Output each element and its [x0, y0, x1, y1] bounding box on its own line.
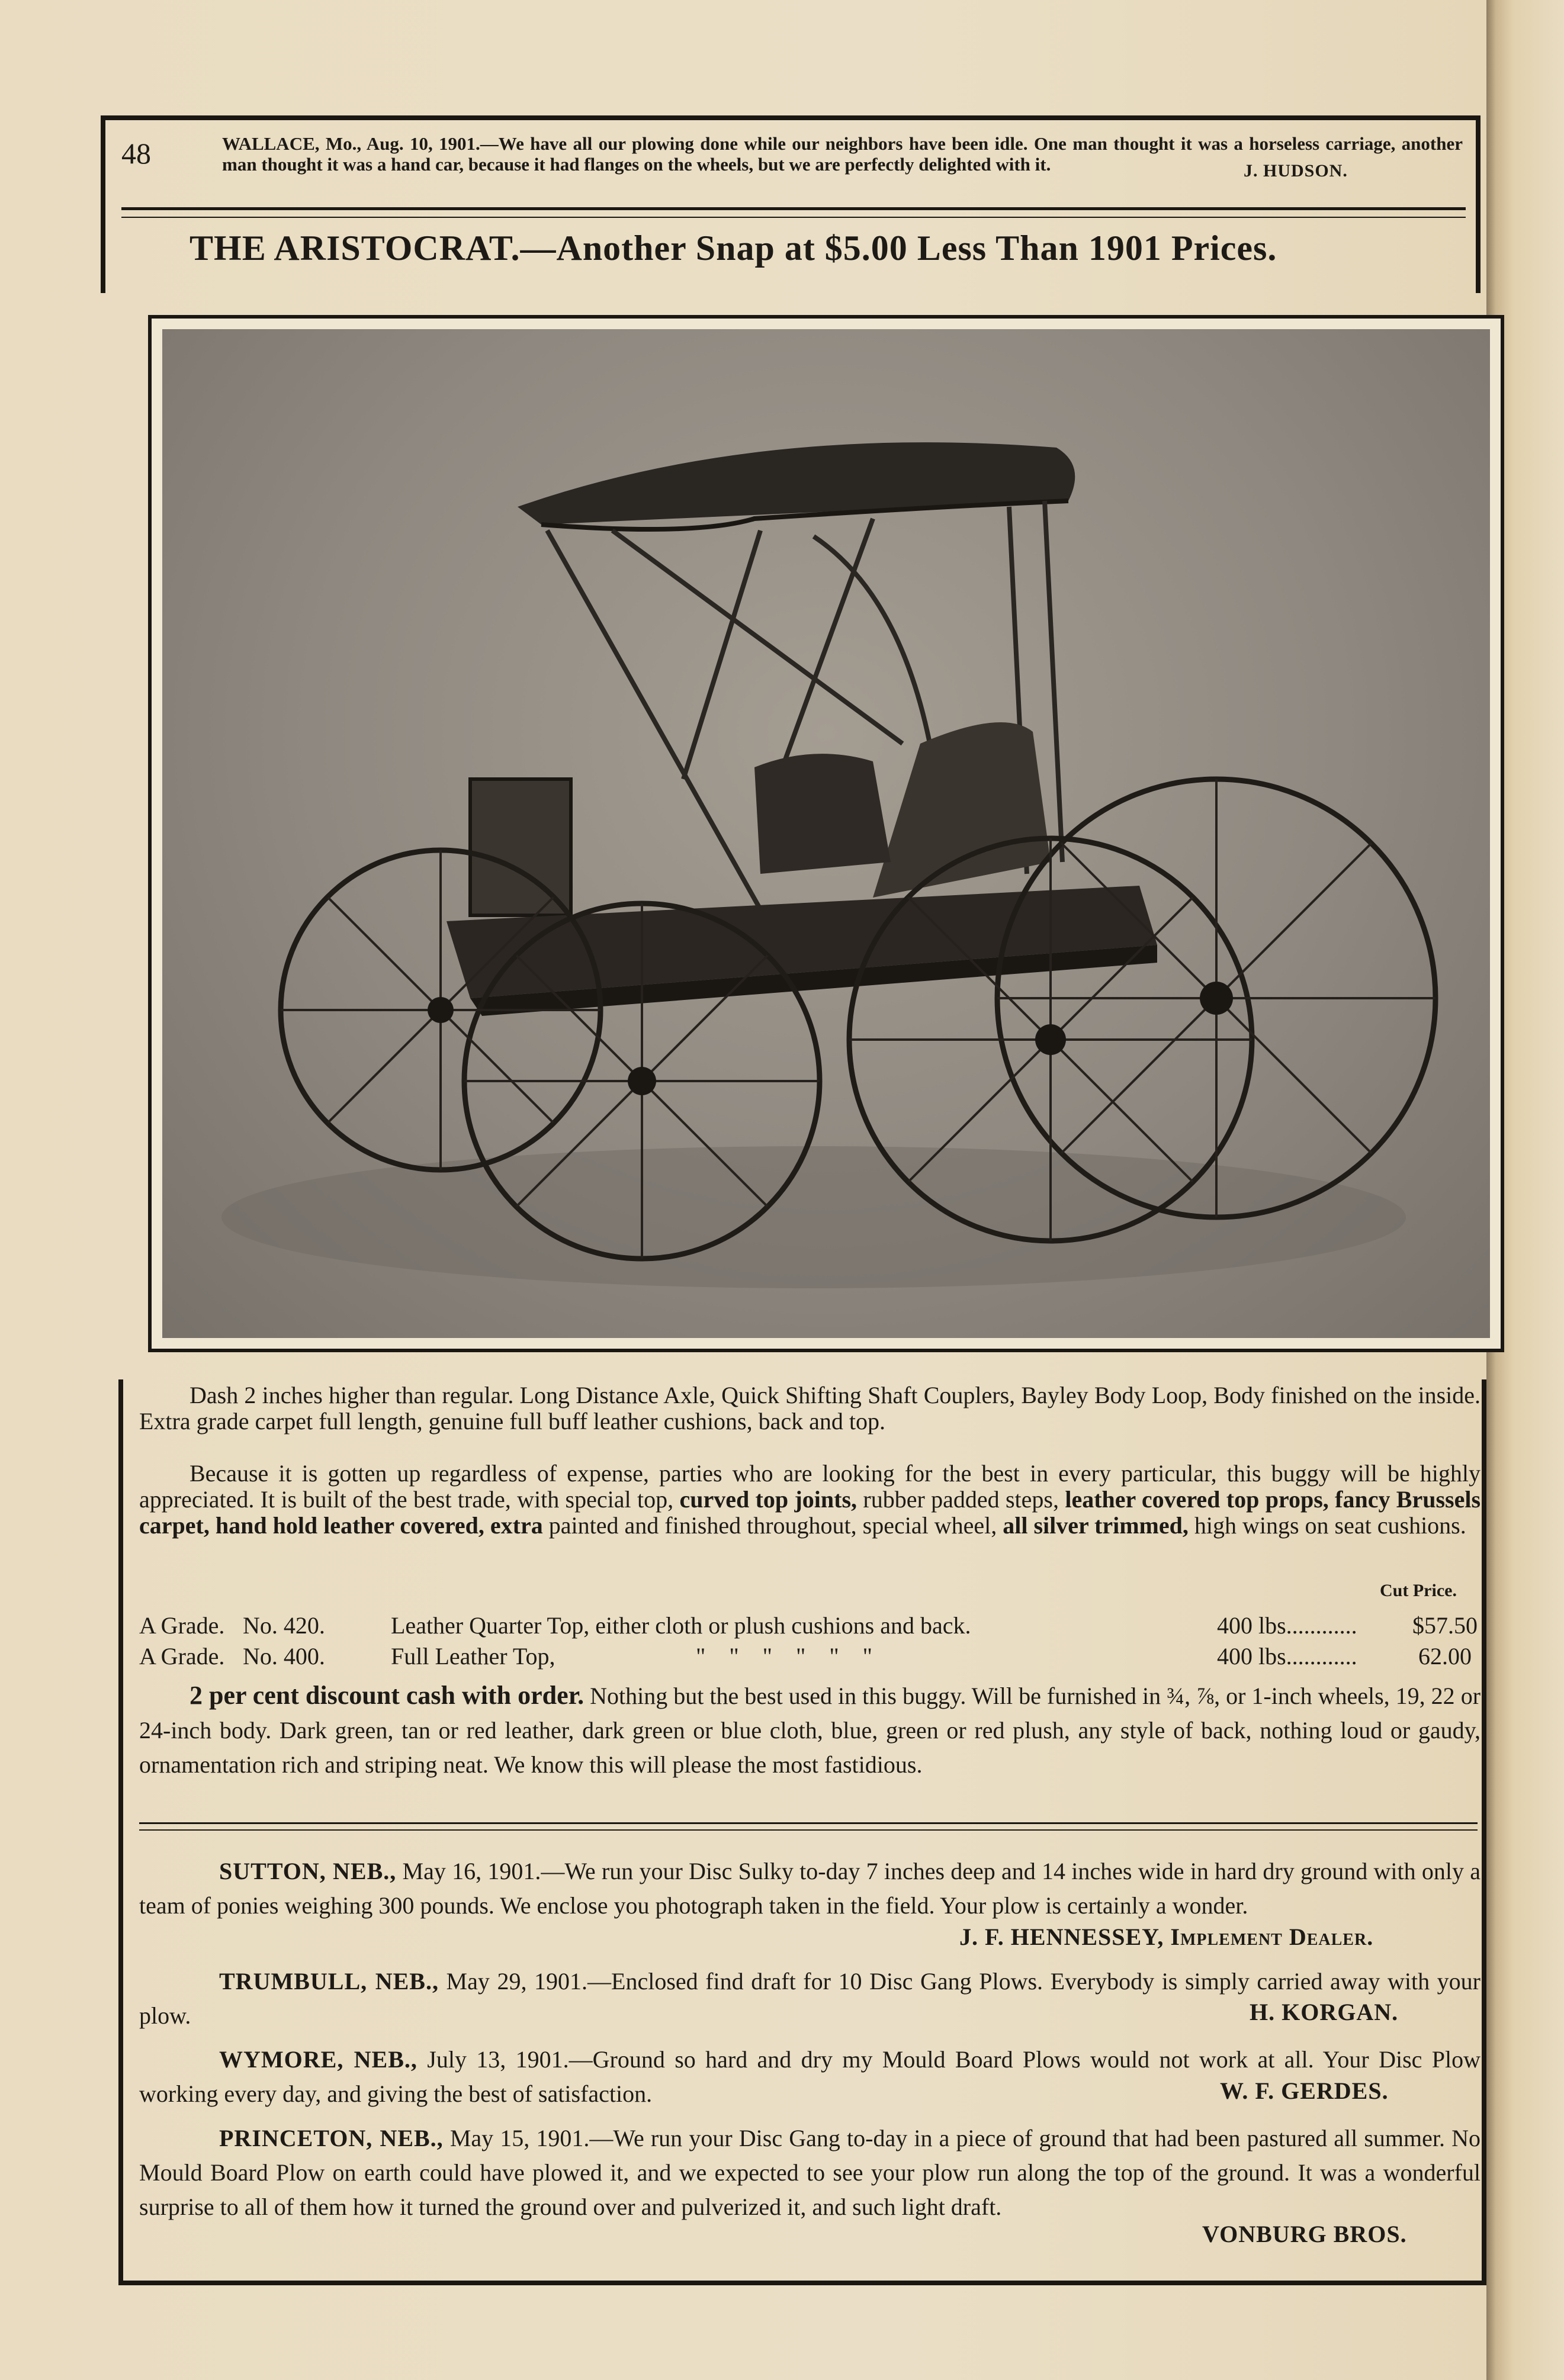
testimonial-signature: VONBURG BROS.: [1202, 2221, 1407, 2247]
model-description: Full Leather Top,: [391, 1643, 555, 1670]
divider-rule: [139, 1829, 1478, 1831]
testimonial-text: July 13, 1901.—Ground so hard and dry my Mould Board Plows would not work at all. Your Disc Plow working every day, and giving the best of satisfaction.: [139, 2046, 1480, 2107]
discount-paragraph: [139, 1678, 1480, 1782]
testimonial-signature: J. F. HENNESSEY, Implement Dealer.: [959, 1924, 1374, 1950]
divider-rule: [121, 207, 1466, 210]
price-row: [139, 1612, 1480, 1641]
top-testimonial-signature: J. HUDSON.: [1244, 161, 1348, 181]
testimonial-signature: W. F. GERDES.: [1220, 2077, 1389, 2104]
discount-bold: 2 per cent discount cash with order.: [190, 1681, 585, 1710]
desc-text: painted and finished throughout, special wheel,: [548, 1512, 997, 1539]
testimonial-place: TRUMBULL, NEB.,: [219, 1968, 439, 1995]
discount-text: Nothing but the best used in this buggy. Will be furnished in ¾, ⅞, or 1-inch wheels, 19, 22 or 24-inch body. Dark green, tan or red leather, dark green or blue cloth, blue, green or red plush, any style of back, nothing loud or gaudy, ornamentation rich and striping neat. We know this will please the most fastidious.: [139, 1683, 1481, 1778]
buggy-illustration: [162, 329, 1490, 1338]
model-price: $57.50: [1412, 1612, 1478, 1639]
model-number: No. 420.: [243, 1612, 325, 1639]
model-weight: 400 lbs............: [1217, 1643, 1357, 1670]
desc-bold: curved top joints,: [679, 1486, 858, 1513]
divider-rule: [139, 1822, 1478, 1824]
testimonial-place: WYMORE, NEB.,: [219, 2046, 418, 2073]
testimonial: [139, 2121, 1480, 2224]
testimonial-text: May 16, 1901.—We run your Disc Sulky to-day 7 inches deep and 14 inches wide in hard dry ground with only a team of ponies weighing 300 pounds. We enclose you photograph taken in the field. Your plow is certainly a wonder.: [139, 1858, 1480, 1919]
testimonial-text: May 15, 1901.—We run your Disc Gang to-day in a piece of ground that had been pastured all summer. No Mould Board Plow on earth could have plowed it, and we expected to see your plow run along the top of the ground. It was a wonderful surprise to all of them how it turned the ground over and pulverized it, and such light draft.: [139, 2125, 1481, 2220]
description-paragraph-1: Dash 2 inches higher than regular. Long Distance Axle, Quick Shifting Shaft Couplers, Bayley Body Loop, Body finished on the inside. Extra grade carpet full length, genuine full buff leather cushions, back and top.: [139, 1382, 1480, 1435]
model-description: Leather Quarter Top, either cloth or plush cushions and back.: [391, 1612, 971, 1639]
model-price: 62.00: [1418, 1643, 1472, 1670]
desc-bold: all silver trimmed,: [1003, 1512, 1189, 1539]
testimonial-place: SUTTON, NEB.,: [219, 1858, 397, 1884]
desc-text: high wings on seat cushions.: [1194, 1512, 1466, 1539]
buggy-drawing: [162, 329, 1490, 1338]
testimonial-place: PRINCETON, NEB.,: [219, 2125, 444, 2151]
testimonial: [139, 1854, 1480, 1923]
ditto-marks: " " " " " ": [696, 1643, 872, 1670]
price-column-header: Cut Price.: [1380, 1581, 1457, 1600]
divider-rule: [121, 217, 1466, 218]
buggy-illustration-frame: [148, 315, 1504, 1352]
model-weight: 400 lbs............: [1217, 1612, 1357, 1639]
testimonial-signature: H. KORGAN.: [1250, 1999, 1399, 2025]
price-row: [139, 1642, 1480, 1672]
grade-label: A Grade.: [139, 1643, 225, 1670]
model-number: No. 400.: [243, 1643, 325, 1670]
page-title: THE ARISTOCRAT.—Another Snap at $5.00 Less Than 1901 Prices.: [190, 229, 1277, 268]
desc-text: Because it is gotten up regardless of expense, parties who are looking for the best in every particular, this buggy will be highly appreciated. It is built of the best trade, with special top,: [139, 1460, 1480, 1513]
desc-text: rubber padded steps,: [863, 1486, 1059, 1513]
page-number: 48: [121, 137, 151, 170]
grade-label: A Grade.: [139, 1612, 225, 1639]
top-testimonial: WALLACE, Mo., Aug. 10, 1901.—We have all our plowing done while our neighbors have been idle. One man thought it was a horseless carriage, another man thought it was a hand car, because it had flanges on the wheels, but we are perfectly delighted with it.: [222, 133, 1463, 175]
testimonial-text: May 29, 1901.—Enclosed find draft for 10 Disc Gang Plows. Everybody is simply carried away with your plow.: [139, 1968, 1481, 2029]
desc-bold: leather covered top props, fancy Brussels carpet, hand hold leather covered, extra: [139, 1486, 1481, 1539]
description-paragraph-2: [139, 1461, 1480, 1539]
